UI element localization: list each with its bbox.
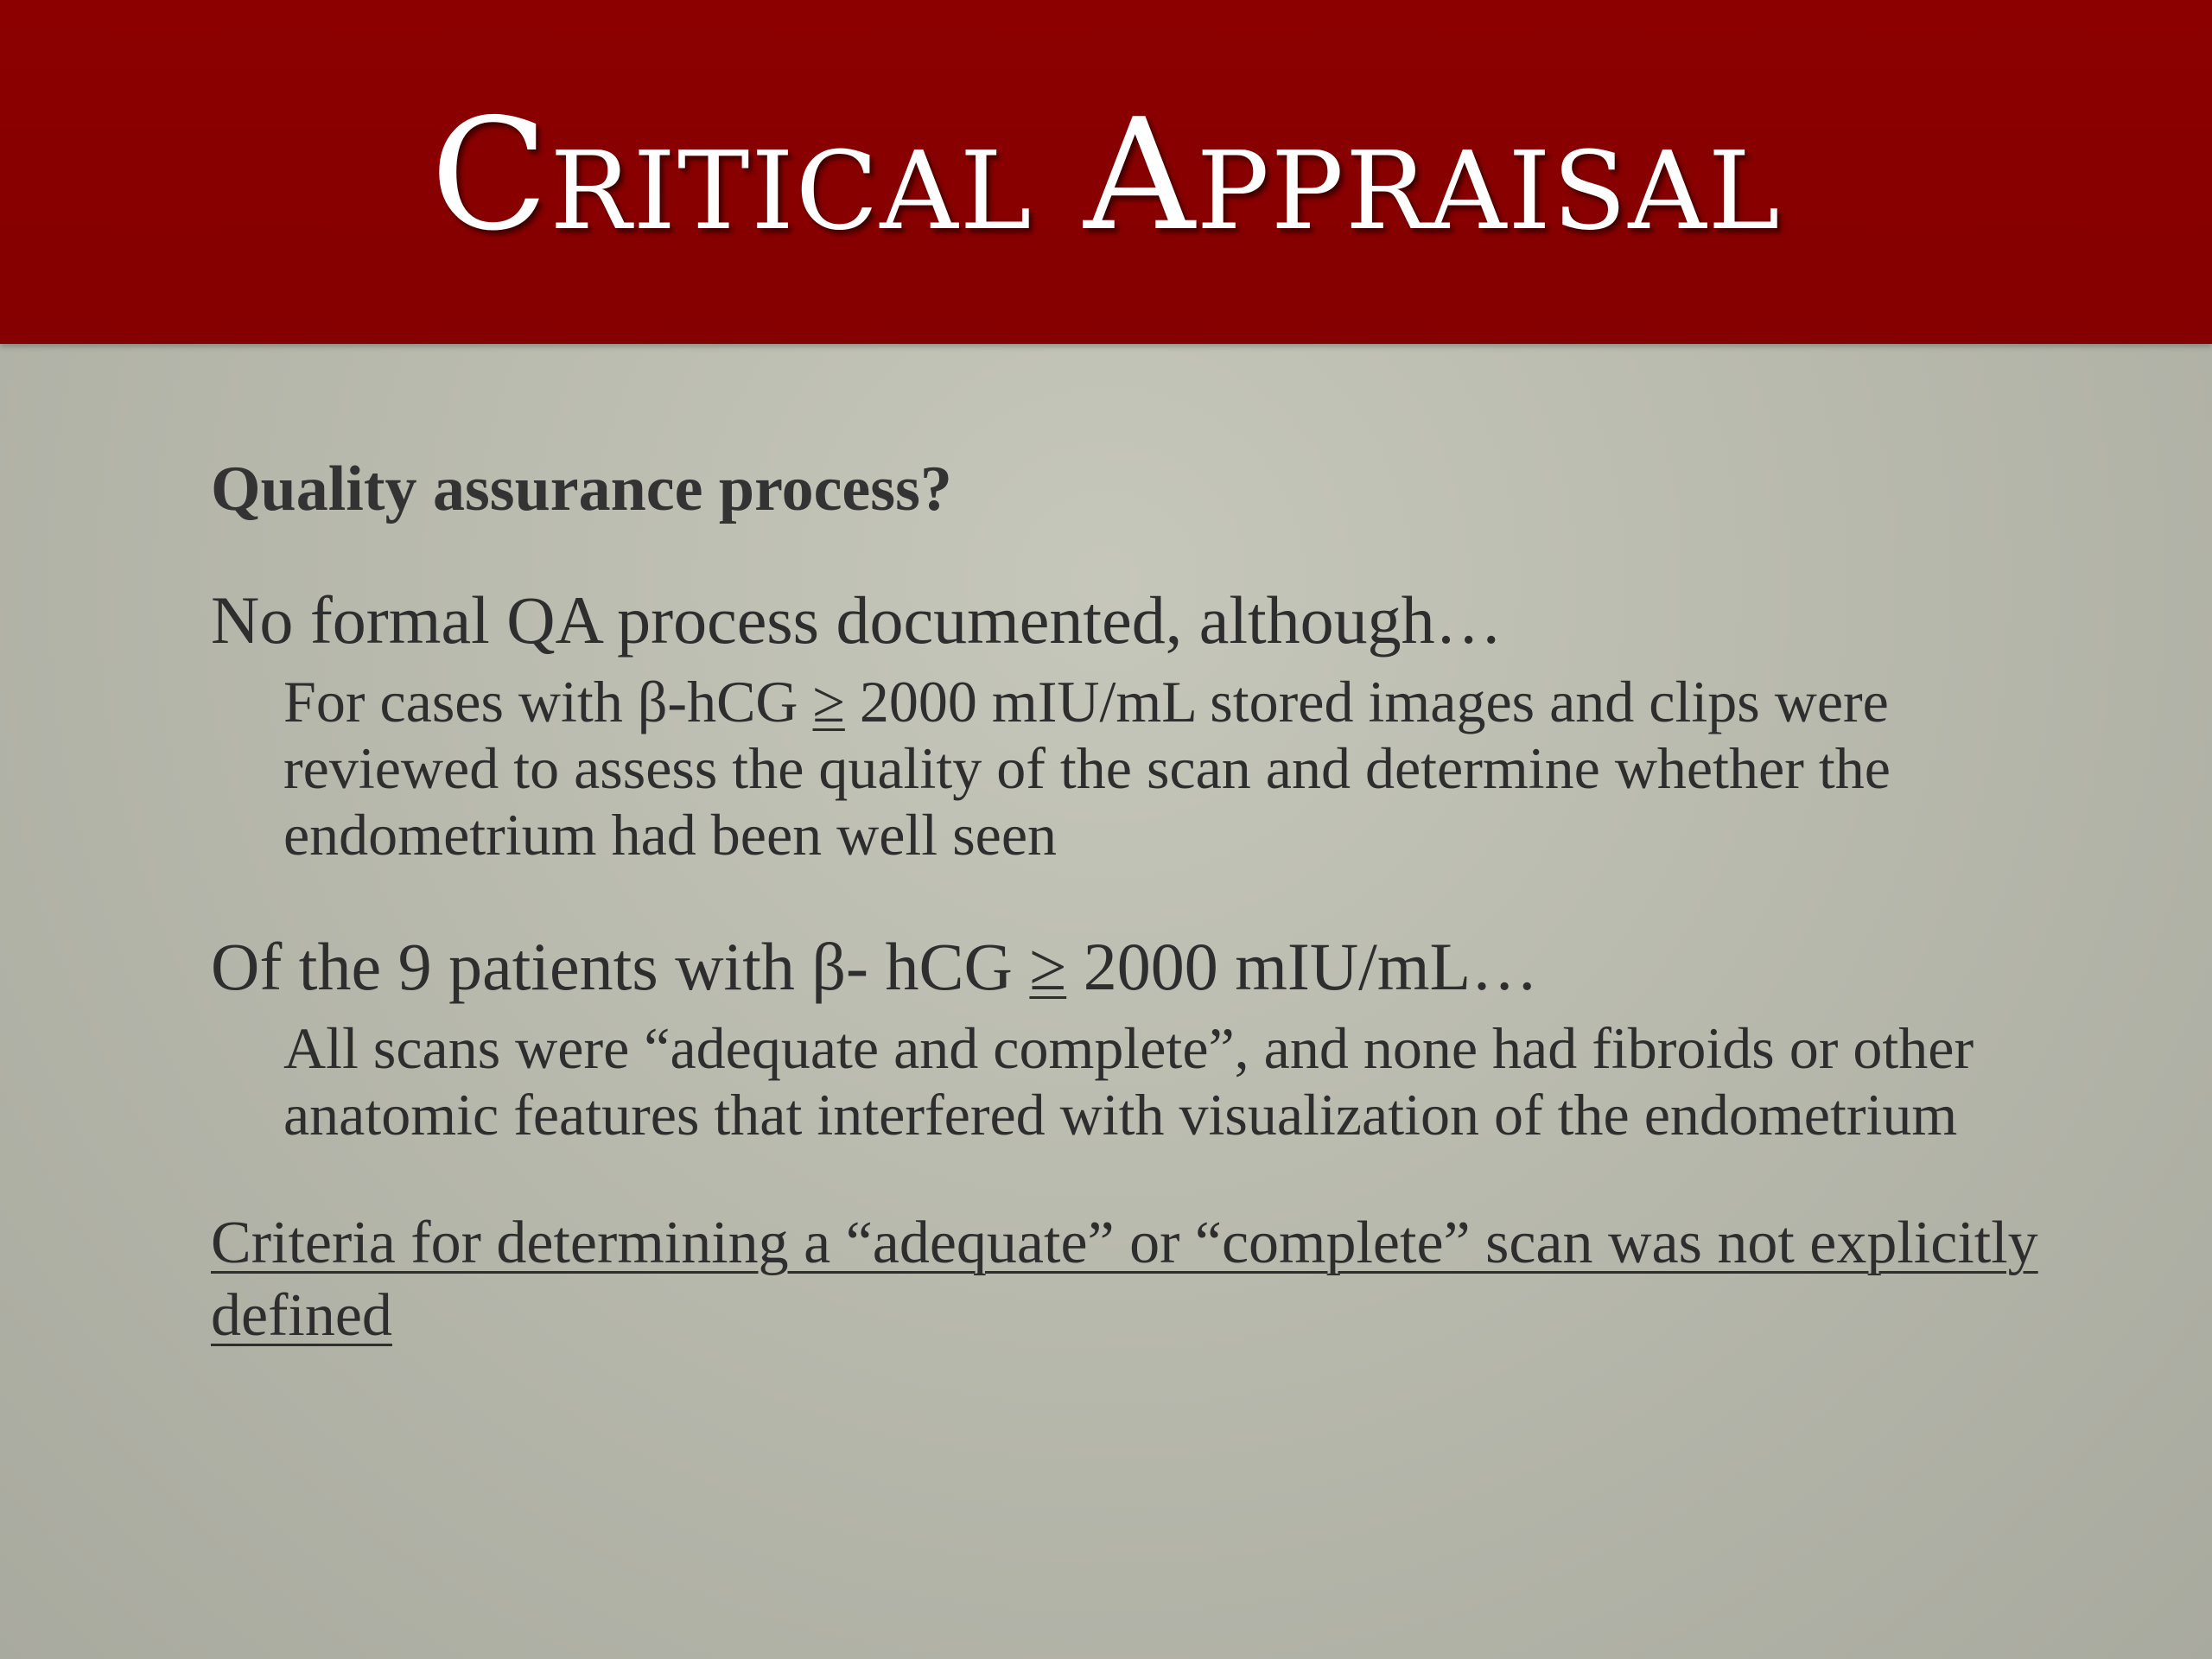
point-2-detail: All scans were “adequate and complete”, and none had fibroids or other anatomic features that interfered with visualization of the endometrium (283, 1015, 1974, 1147)
conclusion-text: Criteria for determining a “adequate” or “complete” scan was not explicitly defined (211, 1210, 2038, 1349)
slide-content (211, 449, 2060, 1352)
greater-equal-symbol: ≥ (1029, 929, 1067, 1004)
section-heading: Quality assurance process? (211, 454, 952, 524)
title-bar (0, 0, 2212, 344)
point-1-detail-start: For cases with β-hCG (283, 669, 813, 734)
greater-equal-symbol: ≥ (812, 669, 845, 734)
point-2-lead-end: 2000 mIU/mL… (1066, 929, 1539, 1004)
point-2-lead-start: Of the 9 patients with β- hCG (211, 929, 1030, 1004)
point-1-detail-end: 2000 mIU/mL stored images and clips were reviewed to assess the quality of the scan and determine whether the endometrium had been well seen (283, 669, 1891, 868)
point-1-lead: No formal QA process documented, although… (211, 582, 1503, 658)
point-1-detail (211, 669, 2012, 868)
point-2-lead (211, 927, 2060, 1007)
slide-title: Critical Appraisal (430, 86, 1782, 264)
